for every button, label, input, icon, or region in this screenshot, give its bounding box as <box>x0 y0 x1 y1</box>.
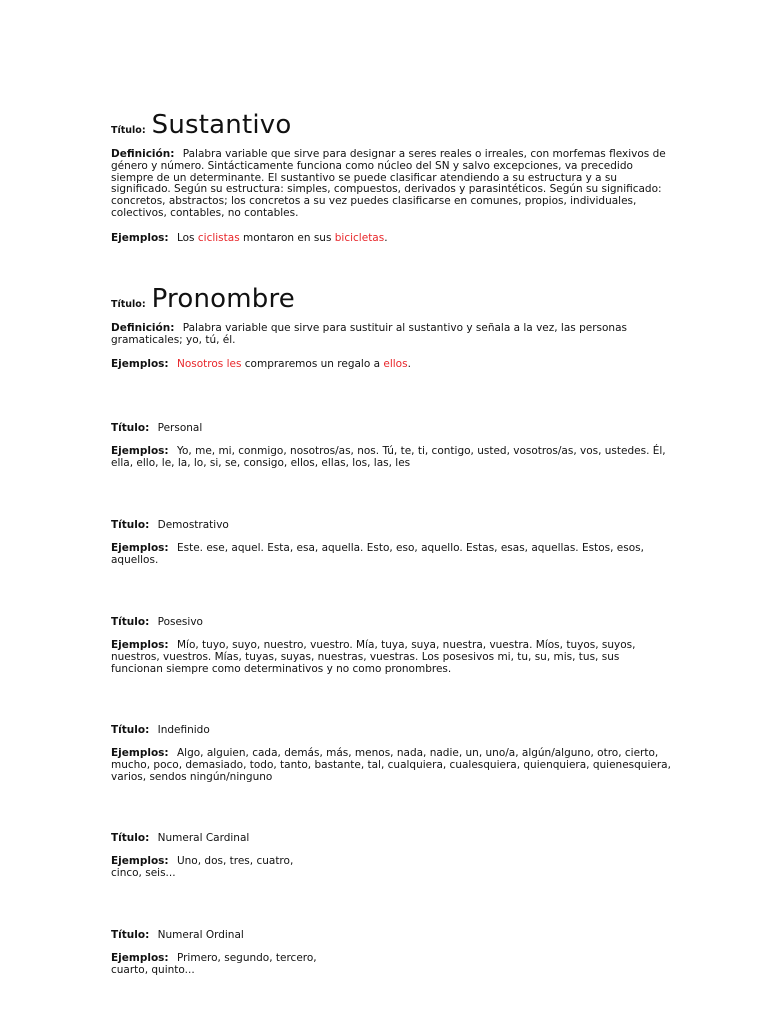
section-title-row <box>111 519 671 531</box>
examples-text: Primero, segundo, tercero, cuarto, quinto... <box>111 952 317 976</box>
examples-text: Mío, tuyo, suyo, nuestro, vuestro. Mía, tuya, suya, nuestra, vuestra. Míos, tuyos, suyos, nuestros, vuestros. Mías, tuyas, suyas, nuestras, vuestras. Los posesivos mi, tu, su, mis, tus, sus funcionan siempre como determinativos y no como pronombres. <box>111 639 636 675</box>
definition-text: Palabra variable que sirve para sustituir al sustantivo y señala a la vez, las personas gramaticales; yo, tú, él. <box>111 322 627 346</box>
section-title: Indefinido <box>157 724 210 736</box>
examples-paragraph <box>111 233 671 245</box>
definition-text: Palabra variable que sirve para designar a seres reales o irreales, con morfemas flexivos de género y número. Sintácticamente funciona como núcleo del SN y salvo excepciones, va precedido siempre de un determinante. El sustantivo se puede clasificar atendiendo a su estructura y a su significado. Según su estructura: simples, compuestos, derivados y parasintéticos. Según su significado: concretos, abstractos; los concretos a su vez puedes clasificarse en comunes, propios, individuales, colectivos, contables, no contables. <box>111 148 666 219</box>
titulo-label: Título: <box>111 519 150 531</box>
titulo-label: Título: <box>111 125 146 136</box>
section-title: Sustantivo <box>151 110 292 140</box>
example-text: . <box>384 231 388 244</box>
examples-paragraph <box>111 446 671 470</box>
section-numeral-cardinal <box>111 832 671 880</box>
highlighted-word: ciclistas <box>197 231 240 244</box>
section-title: Pronombre <box>151 284 296 314</box>
section-title-row <box>111 110 671 140</box>
titulo-label: Título: <box>111 422 150 434</box>
examples-text: Este. ese, aquel. Esta, esa, aquella. Esto, eso, aquello. Estas, esas, aquellas. Estos, esos, aquellos. <box>111 542 644 566</box>
section-numeral-ordinal <box>111 929 671 977</box>
titulo-label: Título: <box>111 299 146 310</box>
section-title: Demostrativo <box>157 519 229 531</box>
example-text: Los <box>176 231 198 244</box>
highlighted-word: bicicletas <box>334 231 385 244</box>
titulo-label: Título: <box>111 929 150 941</box>
section-indefinido <box>111 724 671 783</box>
ejemplos-label: Ejemplos: <box>111 855 169 867</box>
examples-paragraph <box>111 640 671 675</box>
section-title: Numeral Cardinal <box>157 832 250 844</box>
ejemplos-label: Ejemplos: <box>111 231 169 244</box>
ejemplos-label: Ejemplos: <box>111 542 169 554</box>
section-title-row <box>111 284 671 314</box>
definition-paragraph <box>111 149 671 220</box>
highlighted-word: ellos <box>383 357 408 370</box>
section-title-row <box>111 724 671 736</box>
section-pronombre <box>111 284 671 370</box>
example-text: compraremos un regalo a <box>241 357 384 370</box>
definicion-label: Definición: <box>111 322 175 334</box>
titulo-label: Título: <box>111 724 150 736</box>
section-title: Posesivo <box>157 616 203 628</box>
examples-text: Algo, alguien, cada, demás, más, menos, nada, nadie, un, uno/a, algún/alguno, otro, cierto, mucho, poco, demasiado, todo, tanto, bastante, tal, cualquiera, cualesquiera, quienquiera, quienesquiera, varios, sendos ningún/ninguno <box>111 747 671 783</box>
section-title-row <box>111 929 671 941</box>
section-demostrativo <box>111 519 671 567</box>
examples-paragraph <box>111 953 326 977</box>
ejemplos-label: Ejemplos: <box>111 445 169 457</box>
section-title-row <box>111 616 671 628</box>
example-text: . <box>407 357 411 370</box>
examples-paragraph <box>111 856 326 880</box>
definicion-label: Definición: <box>111 148 175 160</box>
section-title-row <box>111 422 671 434</box>
examples-paragraph <box>111 748 671 783</box>
section-title-row <box>111 832 671 844</box>
ejemplos-label: Ejemplos: <box>111 952 169 964</box>
section-title: Numeral Ordinal <box>157 929 244 941</box>
section-sustantivo <box>111 110 671 245</box>
definition-paragraph <box>111 323 671 347</box>
example-text: montaron en sus <box>239 231 335 244</box>
titulo-label: Título: <box>111 832 150 844</box>
titulo-label: Título: <box>111 616 150 628</box>
examples-paragraph <box>111 359 671 371</box>
examples-paragraph <box>111 543 671 567</box>
section-posesivo <box>111 616 671 675</box>
highlighted-word: Nosotros les <box>176 357 242 370</box>
ejemplos-label: Ejemplos: <box>111 357 169 370</box>
ejemplos-label: Ejemplos: <box>111 639 169 651</box>
section-title: Personal <box>157 422 203 434</box>
section-personal <box>111 422 671 470</box>
examples-text: Uno, dos, tres, cuatro, cinco, seis... <box>111 855 294 879</box>
ejemplos-label: Ejemplos: <box>111 747 169 759</box>
examples-text: Yo, me, mi, conmigo, nosotros/as, nos. Tú, te, ti, contigo, usted, vosotros/as, vos, ustedes. Él, ella, ello, le, la, lo, si, se, consigo, ellos, ellas, los, las, les <box>111 445 666 469</box>
